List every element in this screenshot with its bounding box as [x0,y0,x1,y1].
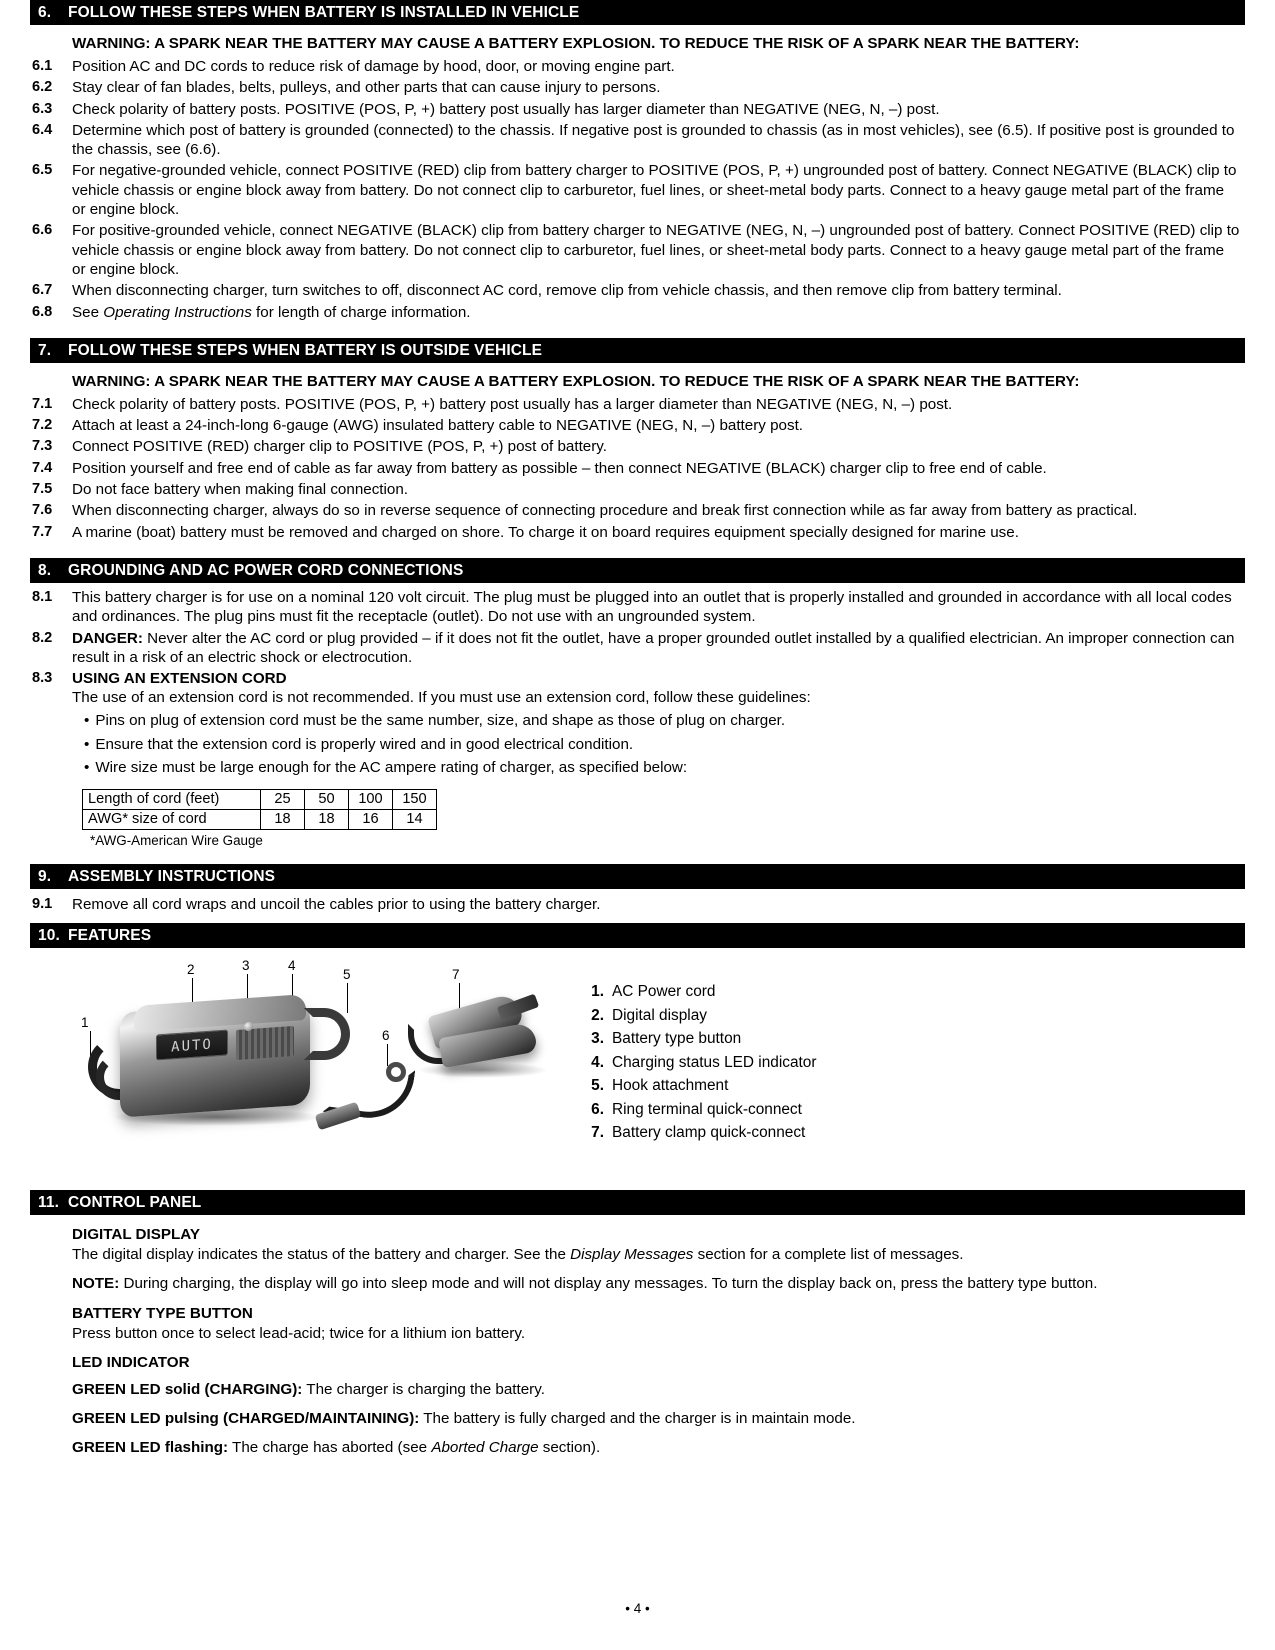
item-number: 7.3 [32,438,53,455]
list-item [580,980,1245,1004]
feature-number: 3. [591,1030,604,1048]
list-item [30,895,1245,914]
item-number: 6.5 [32,162,53,179]
text-part: section). [538,1438,601,1456]
table-footnote: *AWG-American Wire Gauge [90,832,263,848]
table-cell: 50 [305,789,349,809]
list-item [30,100,1245,119]
list-item [30,303,1245,322]
section-7-warning: WARNING: A SPARK NEAR THE BATTERY MAY CAUSE A BATTERY EXPLOSION. TO REDUCE THE RISK OF A SPARK NEAR THE BATTERY: [72,372,1080,390]
item-text: Remove all cord wraps and uncoil the cables prior to using the battery charger. [72,895,601,913]
list-item [580,1027,1245,1051]
list-item [30,416,1245,435]
item-text: Connect POSITIVE (RED) charger clip to POSITIVE (POS, P, +) post of battery. [72,438,607,456]
section-title: FOLLOW THESE STEPS WHEN BATTERY IS INSTALLED IN VEHICLE [68,4,580,21]
section-number: 8. [38,561,52,579]
list-item [84,758,1245,779]
led-solid-row [72,1380,1245,1400]
callout-4: 4 [288,958,296,974]
item-number: 6.4 [32,121,53,138]
text-part: section for a complete list of messages. [693,1246,964,1264]
section-title: GROUNDING AND AC POWER CORD CONNECTIONS [68,561,464,579]
list-item [30,669,1245,688]
callout-1: 1 [81,1015,89,1031]
callout-5: 5 [343,967,351,983]
item-number: 7.6 [32,502,53,519]
feature-number: 7. [591,1124,604,1142]
item-number: 6.7 [32,282,53,299]
feature-label: Battery type button [612,1030,742,1048]
list-item [30,501,1245,520]
callout-3: 3 [242,958,250,974]
item-text: This battery charger is for use on a nominal 120 volt circuit. The plug must be plugged into an outlet that is properly installed and grounded in accordance with all local codes and ordinances. The plug pins must fit the receptacle (outlet). Do not use with an ungrounded system. [72,588,1232,626]
table-row [83,789,437,809]
product-illustration [30,958,560,1163]
feature-number: 4. [591,1053,604,1071]
section-number: 6. [38,4,52,21]
feature-label: Battery clamp quick-connect [612,1124,806,1142]
item-text-rest: Never alter the AC cord or plug provided – if it does not fit the outlet, have a proper grounded outlet installed by a qualified electrician. An improper connection can result in a risk of an electric shock or electrocution. [72,629,1235,666]
item-number: 6.1 [32,58,53,74]
section-title: ASSEMBLY INSTRUCTIONS [68,867,276,885]
list-item [580,1098,1245,1122]
extension-cord-intro: The use of an extension cord is not recommended. If you must use an extension cord, follow these guidelines: [72,689,811,707]
item-text: When disconnecting charger, always do so in reverse sequence of connecting procedure and break first connection while as far away from battery as practical. [72,502,1138,520]
leader-line-6 [387,1044,388,1066]
led-pulsing-row [72,1409,1245,1429]
list-item [580,1004,1245,1028]
led-solid-text: The charger is charging the battery. [302,1381,545,1399]
item-text: Attach at least a 24-inch-long 6-gauge (AWG) insulated battery cable to NEGATIVE (NEG, N, –) battery post. [72,417,804,435]
section-number: 9. [38,867,52,885]
table-row-label: Length of cord (feet) [83,789,261,809]
battery-type-button-text: Press button once to select lead-acid; twice for a lithium ion battery. [72,1324,526,1342]
item-number: 7.4 [32,459,53,476]
note-text: During charging, the display will go into sleep mode and will not display any messages. To turn the display back on, press the battery type button. [119,1274,1098,1292]
callout-2: 2 [187,962,195,978]
item-text: Stay clear of fan blades, belts, pulleys, and other parts that can cause injury to persons. [72,79,661,97]
digital-display: AUTO [156,1029,228,1060]
led-indicator-heading: LED INDICATOR [72,1354,190,1372]
list-item [30,395,1245,414]
list-item [30,78,1245,97]
section-6-warning: WARNING: A SPARK NEAR THE BATTERY MAY CAUSE A BATTERY EXPLOSION. TO REDUCE THE RISK OF A SPARK NEAR THE BATTERY: [72,35,1080,52]
text-part: The digital display indicates the status of the battery and charger. See the [72,1246,571,1264]
section-header-10 [30,923,1245,948]
item-number: 7.1 [32,395,53,412]
list-item [580,1051,1245,1075]
bullet-text: Ensure that the extension cord is properly wired and in good electrical condition. [95,735,634,753]
led-flashing-row [72,1438,1245,1458]
item-text: When disconnecting charger, turn switches to off, disconnect AC cord, remove clip from vehicle chassis, and then remove clip from battery terminal. [72,282,1062,300]
list-item [30,588,1245,627]
list-item [30,523,1245,542]
feature-number: 6. [591,1100,604,1118]
item-number: 8.2 [32,629,53,646]
item-text: Check polarity of battery posts. POSITIVE (POS, P, +) battery post usually has larger diameter than NEGATIVE (NEG, N, –) post. [72,100,940,118]
leader-line-5 [347,983,348,1013]
section-header-6 [30,0,1245,25]
section-header-8 [30,558,1245,583]
item-text: For negative-grounded vehicle, connect POSITIVE (RED) clip from battery charger to POSITIVE (POS, P, +) ungrounded post of battery. Connect NEGATIVE (BLACK) clip to vehicle chassis or engine block away from battery. Do not connect clip to carburetor, fuel lines, or sheet-metal body parts. Connect to a heavy gauge metal part of the frame or engine block. [72,162,1237,219]
item-text: A marine (boat) battery must be removed and charged on shore. To charge it on board requires equipment specially designed for marine use. [72,523,1019,541]
item-text: Check polarity of battery posts. POSITIVE (POS, P, +) battery post usually has a larger diameter than NEGATIVE (NEG, N, –) post. [72,395,953,413]
item-text: Position yourself and free end of cable as far away from battery as possible – then connect NEGATIVE (BLACK) charger clip to free end of cable. [72,459,1047,477]
list-item [30,437,1245,456]
table-row [83,809,437,829]
italic-ref: Operating Instructions [103,303,252,321]
list-item [30,459,1245,478]
led-solid-label: GREEN LED solid (CHARGING): [72,1381,303,1399]
item-number: 7.2 [32,417,53,434]
list-item [30,480,1245,499]
item-text [72,629,1245,668]
table-cell: 150 [393,789,437,809]
list-item [30,57,1245,76]
section-number: 11. [38,1194,59,1212]
feature-label: Hook attachment [612,1077,729,1095]
hook-attachment [304,1008,350,1060]
item-number: 6.3 [32,100,53,117]
table-cell: 18 [305,809,349,829]
feature-number: 2. [591,1006,604,1024]
item-text: Determine which post of battery is grounded (connected) to the chassis. If negative post is grounded to chassis (as in most vehicles), see (6.5). If positive post is grounded to the chassis, see (6.6). [72,121,1235,159]
section-number: 7. [38,341,52,359]
section-header-9 [30,864,1245,889]
callout-6: 6 [382,1028,390,1044]
list-item [84,735,1245,756]
bullet-icon: • [84,759,90,777]
features-list [560,958,1245,1168]
item-number: 8.1 [32,588,53,605]
item-number: 6.2 [32,79,53,96]
control-panel-body [72,1226,1245,1458]
danger-label: DANGER: [72,629,143,647]
feature-number: 1. [591,983,604,1001]
item-text: See Operating Instructions for length of charge information. [72,303,471,321]
list-item [580,1121,1245,1145]
item-text: For positive-grounded vehicle, connect NEGATIVE (BLACK) clip from battery charger to NEGATIVE (NEG, N, –) ungrounded post of battery. Connect POSITIVE (RED) clip to vehicle chassis or engine block away from battery. Do not connect clip to carburetor, fuel lines, or sheet-metal body parts. Connect to a heavy gauge metal part of the frame or engine block. [72,222,1240,278]
led-pulsing-label: GREEN LED pulsing (CHARGED/MAINTAINING): [72,1410,420,1428]
item-number: 6.8 [32,303,53,320]
table-cell: 14 [393,809,437,829]
item-number: 6.6 [32,222,53,239]
control-panel-strip [236,1026,294,1060]
note-label: NOTE: [72,1274,120,1292]
table-cell: 25 [261,789,305,809]
section-header-11 [30,1190,1245,1215]
table-cell: 18 [261,809,305,829]
subsection-heading: USING AN EXTENSION CORD [72,670,287,688]
feature-label: AC Power cord [612,983,716,1001]
feature-label: Digital display [612,1006,707,1024]
item-number: 8.3 [32,670,53,687]
digital-display-heading: DIGITAL DISPLAY [72,1226,200,1244]
item-number: 9.1 [32,895,53,912]
list-item [580,1074,1245,1098]
bullet-text: Pins on plug of extension cord must be the same number, size, and shape as those of plug on charger. [95,712,786,730]
table-cell: 16 [349,809,393,829]
ring-terminal-icon [386,1062,406,1082]
list-item [30,121,1245,160]
led-pulsing-text: The battery is fully charged and the charger is in maintain mode. [419,1410,856,1428]
led-flashing-label: GREEN LED flashing: [72,1438,229,1456]
wire-size-table [82,789,437,830]
feature-number: 5. [591,1077,604,1095]
item-text: Do not face battery when making final connection. [72,481,409,499]
italic-ref: Aborted Charge [431,1438,539,1456]
clamp-shadow [418,1062,548,1078]
bullet-icon: • [84,712,90,730]
bullet-icon: • [84,735,90,753]
digital-display-paragraph [72,1245,1245,1265]
list-item [30,629,1245,668]
item-number: 7.5 [32,481,53,498]
bullet-text: Wire size must be large enough for the AC ampere rating of charger, as specified below: [95,759,688,777]
section-title: FEATURES [68,927,152,945]
wire-size-table-wrapper [82,789,1245,830]
item-text: Position AC and DC cords to reduce risk of damage by hood, door, or moving engine part. [72,58,675,75]
section-title: CONTROL PANEL [68,1194,202,1212]
section-number: 10. [38,927,60,945]
table-cell: 100 [349,789,393,809]
callout-7: 7 [452,967,460,983]
item-number: 7.7 [32,523,53,540]
list-item [30,221,1245,279]
section-header-7 [30,338,1245,363]
page-footer: • 4 • [625,1601,650,1616]
text-part: The charge has aborted (see [228,1438,432,1456]
list-item [30,281,1245,300]
list-item [30,161,1245,219]
section-title: FOLLOW THESE STEPS WHEN BATTERY IS OUTSIDE VEHICLE [68,341,543,359]
table-row-label: AWG* size of cord [83,809,261,829]
features-block [30,958,1245,1168]
list-item [84,711,1245,732]
feature-label: Charging status LED indicator [612,1053,817,1071]
digital-display-note [72,1274,1245,1294]
feature-label: Ring terminal quick-connect [612,1100,802,1118]
italic-ref: Display Messages [570,1246,694,1264]
battery-type-button-heading: BATTERY TYPE BUTTON [72,1304,253,1322]
